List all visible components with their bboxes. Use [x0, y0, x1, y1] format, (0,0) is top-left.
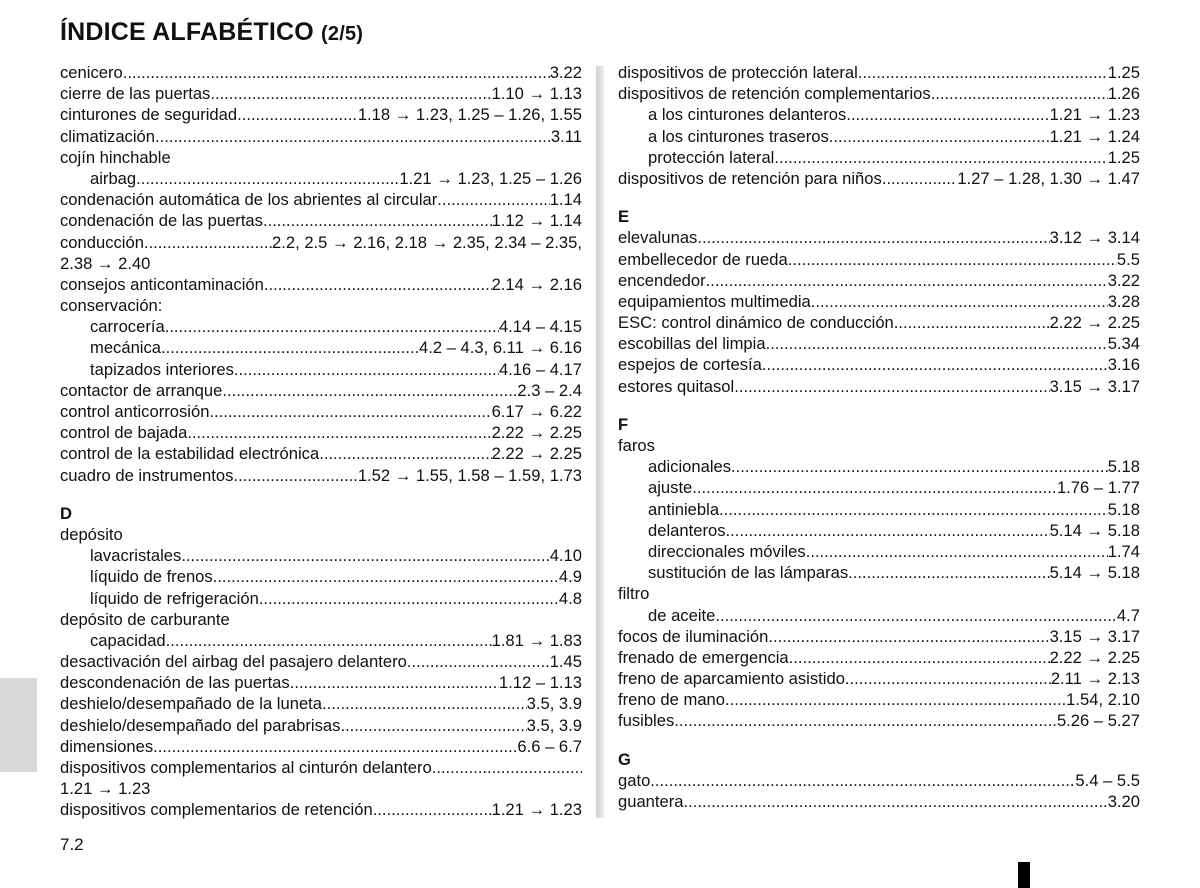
index-entry: [618, 333, 1140, 354]
index-subentry: [618, 541, 1140, 562]
dot-leader: [726, 520, 1050, 541]
entry-term: deshielo/desempañado del parabrisas: [60, 715, 341, 735]
index-subentry: [618, 456, 1140, 477]
index-subentry: [60, 316, 582, 337]
index-entry: [60, 232, 582, 253]
entry-term: conducción: [60, 232, 144, 252]
index-entry: [618, 647, 1140, 668]
dot-leader: [788, 249, 1117, 270]
page-reference: 1.10 → 1.13: [491, 84, 582, 104]
entry-term: cierre de las puertas: [60, 84, 211, 104]
entry-term: estores quitasol: [618, 376, 735, 396]
index-subentry: [618, 104, 1140, 125]
dot-leader: [692, 477, 1057, 498]
page-reference: 6.6 – 6.7: [517, 736, 582, 756]
dot-leader: [650, 770, 1075, 791]
page-reference: 1.76 – 1.77: [1056, 478, 1140, 498]
dot-leader: [697, 227, 1049, 248]
page-reference: 1.21 → 1.24: [1049, 126, 1140, 146]
index-subentry: [618, 520, 1140, 541]
dot-leader: [155, 126, 551, 147]
index-entry: [60, 757, 582, 778]
index-subentry: [60, 630, 582, 651]
page-reference: 1.52 → 1.55, 1.58 – 1.59, 1.73: [357, 465, 582, 485]
entry-term: delanteros: [648, 520, 726, 540]
index-entry: [60, 651, 582, 672]
index-entry: [618, 689, 1140, 710]
page-reference: 5.18: [1107, 457, 1140, 477]
dot-leader: [234, 359, 499, 380]
index-entry: [60, 104, 582, 125]
entry-term: freno de mano: [618, 690, 726, 710]
dot-leader: [165, 316, 499, 337]
page-reference: 1.21 → 1.23, 1.25 – 1.26: [399, 168, 582, 188]
index-entry: [60, 210, 582, 231]
page-reference: 3.5, 3.9: [526, 715, 582, 735]
entry-term: direccionales móviles: [648, 541, 806, 561]
dot-leader: [213, 566, 559, 587]
page-reference: 3.5, 3.9: [526, 694, 582, 714]
index-heading: depósito: [60, 524, 123, 544]
entry-term: a los cinturones delanteros: [648, 105, 847, 125]
page-reference: 1.81 → 1.83: [491, 630, 582, 650]
page-reference: 2.22 → 2.25: [491, 444, 582, 464]
index-entry: [618, 83, 1140, 104]
page-reference: 1.74: [1107, 541, 1140, 561]
dot-leader: [684, 791, 1108, 812]
index-entry: [618, 626, 1140, 647]
page-reference: 2.14 → 2.16: [491, 274, 582, 294]
dot-leader: [882, 168, 958, 189]
index-entry: [618, 270, 1140, 291]
section-letter: D: [60, 503, 72, 523]
entry-term: deshielo/desempañado de la luneta: [60, 694, 323, 714]
page-number: 7.2: [60, 835, 84, 854]
entry-term: mecánica: [90, 338, 162, 358]
dot-leader: [209, 401, 491, 422]
entry-term: freno de aparcamiento asistido: [618, 669, 845, 689]
dot-leader: [181, 545, 549, 566]
dot-leader: [762, 354, 1108, 375]
dot-leader: [725, 689, 1066, 710]
index-entry: [60, 465, 582, 486]
dot-leader: [166, 630, 492, 651]
page-reference: 1.25: [1107, 63, 1140, 82]
page-reference: 5.14 → 5.18: [1049, 563, 1140, 583]
section-letter: E: [618, 207, 630, 227]
dot-leader: [848, 562, 1049, 583]
entry-term: de aceite: [648, 605, 716, 625]
index-entry: [60, 126, 582, 147]
dot-leader: [373, 799, 492, 820]
entry-term: dispositivos complementarios de retención: [60, 800, 373, 820]
dot-leader: [233, 465, 357, 486]
entry-term: adicionales: [648, 457, 732, 477]
index-column-right: [618, 62, 1140, 812]
dot-leader: [894, 312, 1050, 333]
page-reference: 1.45: [549, 652, 582, 672]
page-reference: 2.22 → 2.25: [1049, 313, 1140, 333]
index-subentry: [618, 477, 1140, 498]
page-reference: 2.22 → 2.25: [491, 423, 582, 443]
dot-leader: [222, 380, 517, 401]
index-entry: [60, 274, 582, 295]
index-entry: [60, 715, 582, 736]
page-reference: 1.12 – 1.13: [498, 673, 582, 693]
dot-leader: [674, 710, 1057, 731]
dot-leader: [144, 232, 272, 253]
corner-marker: [1018, 862, 1030, 888]
page-reference: 3.11: [550, 126, 582, 146]
entry-term: fusibles: [618, 711, 675, 731]
entry-term: antiniebla: [648, 499, 720, 519]
page-reference: 5.5: [1116, 249, 1140, 269]
dot-leader: [858, 62, 1108, 83]
column-divider: [596, 66, 604, 818]
entry-term: guantera: [618, 792, 684, 811]
dot-leader: [340, 715, 526, 736]
index-entry: [60, 380, 582, 401]
index-entry: [618, 227, 1140, 248]
page-reference: 3.22: [549, 63, 582, 82]
dot-leader: [806, 541, 1108, 562]
page-reference: 3.16: [1107, 355, 1140, 375]
index-column-left: [60, 62, 582, 821]
page-reference: 5.34: [1107, 334, 1140, 354]
dot-leader: [259, 588, 559, 609]
entry-term: condenación automática de los abrientes al circular: [60, 190, 438, 210]
entry-term: desactivación del airbag del pasajero delantero: [60, 652, 407, 672]
index-heading: filtro: [618, 584, 650, 604]
entry-term: dispositivos complementarios al cinturón delantero: [60, 758, 432, 777]
page-reference: 2.3 – 2.4: [517, 380, 582, 400]
entry-term: condenación de las puertas: [60, 211, 263, 231]
dot-leader: [789, 647, 1050, 668]
page-reference: 3.20: [1107, 792, 1140, 811]
page-reference: 2.11 → 2.13: [1050, 669, 1140, 689]
page-reference: 5.26 – 5.27: [1056, 711, 1140, 731]
entry-term: a los cinturones traseros: [648, 126, 829, 146]
index-subentry: [618, 499, 1140, 520]
index-entry: [60, 422, 582, 443]
dot-leader: [931, 83, 1108, 104]
index-entry: [618, 168, 1140, 189]
index-entry: [60, 401, 582, 422]
entry-term: descondenación de las puertas: [60, 673, 290, 693]
index-heading: conservación:: [60, 296, 163, 316]
dot-leader: [845, 668, 1051, 689]
dot-leader: [811, 291, 1108, 312]
page-reference: 4.2 – 4.3, 6.11 → 6.16: [419, 338, 582, 358]
page-reference: 4.9: [558, 567, 582, 587]
dot-leader: [437, 189, 549, 210]
entry-term: escobillas del limpia: [618, 334, 766, 354]
chapter-tab: [0, 678, 37, 772]
index-continuation: 1.21 → 1.23: [60, 779, 151, 799]
index-subentry: [60, 545, 582, 566]
index-entry: [618, 354, 1140, 375]
index-heading: cojín hinchable: [60, 147, 171, 167]
dot-leader: [768, 626, 1049, 647]
entry-term: lavacristales: [90, 546, 182, 566]
entry-term: tapizados interiores: [90, 359, 234, 379]
entry-term: dispositivos de protección lateral: [618, 63, 858, 82]
index-entry: [618, 376, 1140, 397]
entry-term: frenado de emergencia: [618, 647, 789, 667]
page-reference: 5.4 – 5.5: [1075, 770, 1140, 790]
dot-leader: [432, 757, 582, 778]
page-reference: 6.17 → 6.22: [491, 402, 582, 421]
dot-leader: [322, 693, 527, 714]
index-entry: [618, 710, 1140, 731]
page-title-part: (2/5): [321, 23, 364, 45]
page-reference: 5.18: [1107, 499, 1140, 519]
entry-term: cuadro de instrumentos: [60, 465, 234, 485]
entry-term: encendedor: [618, 270, 706, 290]
index-subentry: [618, 562, 1140, 583]
page-reference: 5.14 → 5.18: [1049, 520, 1140, 540]
page-reference: 1.12 → 1.14: [491, 211, 582, 231]
entry-term: líquido de frenos: [90, 567, 213, 587]
index-heading: faros: [618, 436, 655, 455]
index-subentry: [60, 588, 582, 609]
index-entry: [60, 62, 582, 83]
index-subentry: [60, 168, 582, 189]
entry-term: dispositivos de retención para niños: [618, 168, 882, 188]
page-reference: 3.12 → 3.14: [1049, 228, 1140, 248]
index-entry: [618, 668, 1140, 689]
entry-term: ESC: control dinámico de conducción: [618, 313, 894, 333]
page-reference: 1.21 → 1.23: [491, 800, 582, 820]
entry-term: control de bajada: [60, 423, 188, 443]
index-entry: [60, 443, 582, 464]
index-entry: [60, 693, 582, 714]
dot-leader: [774, 147, 1107, 168]
entry-term: ajuste: [648, 478, 693, 498]
entry-term: sustitución de las lámparas: [648, 563, 849, 583]
entry-term: cinturones de seguridad: [60, 105, 238, 125]
page-reference: 3.22: [1107, 270, 1140, 290]
page-reference: 3.15 → 3.17: [1049, 626, 1140, 646]
page-reference: 1.27 – 1.28, 1.30 → 1.47: [957, 168, 1140, 188]
dot-leader: [829, 126, 1050, 147]
page-reference: 4.14 – 4.15: [498, 317, 582, 337]
page-title-text: ÍNDICE ALFABÉTICO: [60, 18, 314, 46]
index-continuation: 2.38 → 2.40: [60, 253, 151, 273]
page-reference: 1.26: [1107, 84, 1140, 104]
dot-leader: [734, 376, 1049, 397]
entry-term: control de la estabilidad electrónica: [60, 444, 320, 464]
dot-leader: [290, 672, 499, 693]
page-title: [60, 18, 363, 47]
index-entry: [60, 736, 582, 757]
page-reference: 1.18 → 1.23, 1.25 – 1.26, 1.55: [357, 105, 582, 125]
index-subentry: [618, 605, 1140, 626]
dot-leader: [407, 651, 550, 672]
page-reference: 1.14: [549, 190, 582, 210]
index-heading: depósito de carburante: [60, 609, 230, 629]
dot-leader: [766, 333, 1108, 354]
dot-leader: [237, 104, 358, 125]
page-reference: 3.15 → 3.17: [1049, 376, 1140, 396]
dot-leader: [846, 104, 1049, 125]
dot-leader: [136, 168, 399, 189]
entry-term: carrocería: [90, 317, 165, 337]
page-reference: 4.8: [558, 588, 582, 608]
index-entry: [618, 791, 1140, 812]
index-entry: [618, 62, 1140, 83]
section-letter: G: [618, 749, 631, 769]
page-reference: 4.7: [1116, 605, 1140, 625]
page-reference: 1.21 → 1.23: [1049, 105, 1140, 125]
dot-leader: [161, 337, 419, 358]
dot-leader: [153, 736, 517, 757]
entry-term: embellecedor de rueda: [618, 249, 788, 269]
entry-term: dimensiones: [60, 736, 154, 756]
entry-term: control anticorrosión: [60, 402, 210, 421]
entry-term: espejos de cortesía: [618, 355, 762, 375]
entry-term: airbag: [90, 168, 137, 188]
page-reference: 1.54, 2.10: [1066, 690, 1140, 710]
index-entry: [60, 799, 582, 820]
entry-term: capacidad: [90, 630, 166, 650]
entry-term: focos de iluminación: [618, 626, 769, 646]
section-letter: F: [618, 414, 629, 434]
entry-term: consejos anticontaminación: [60, 274, 264, 294]
dot-leader: [715, 605, 1117, 626]
index-entry: [618, 291, 1140, 312]
page-reference: 2.2, 2.5 → 2.16, 2.18 → 2.35, 2.34 – 2.35,: [272, 232, 582, 252]
entry-term: dispositivos de retención complementarios: [618, 84, 931, 104]
page-reference: 4.16 – 4.17: [498, 359, 582, 379]
dot-leader: [731, 456, 1108, 477]
entry-term: climatización: [60, 126, 155, 146]
index-subentry: [60, 566, 582, 587]
index-subentry: [60, 337, 582, 358]
page-reference: 1.25: [1107, 147, 1140, 167]
index-entry: [60, 672, 582, 693]
dot-leader: [719, 499, 1108, 520]
entry-term: cenicero: [60, 63, 123, 82]
dot-leader: [187, 422, 491, 443]
dot-leader: [706, 270, 1108, 291]
dot-leader: [264, 274, 492, 295]
dot-leader: [210, 83, 491, 104]
page-reference: 4.10: [549, 546, 582, 566]
entry-term: contactor de arranque: [60, 380, 223, 400]
page-reference: 2.22 → 2.25: [1049, 647, 1140, 667]
index-entry: [618, 249, 1140, 270]
dot-leader: [123, 62, 550, 83]
dot-leader: [319, 443, 491, 464]
entry-term: elevalunas: [618, 228, 698, 248]
entry-term: líquido de refrigeración: [90, 588, 259, 608]
index-subentry: [618, 147, 1140, 168]
index-subentry: [618, 126, 1140, 147]
index-entry: [60, 83, 582, 104]
page-reference: 3.28: [1107, 291, 1140, 311]
entry-term: equipamientos multimedia: [618, 291, 811, 311]
dot-leader: [263, 210, 492, 231]
index-entry: [618, 312, 1140, 333]
index-entry: [618, 770, 1140, 791]
index-subentry: [60, 359, 582, 380]
entry-term: protección lateral: [648, 147, 775, 167]
entry-term: gato: [618, 770, 651, 790]
index-entry: [60, 189, 582, 210]
